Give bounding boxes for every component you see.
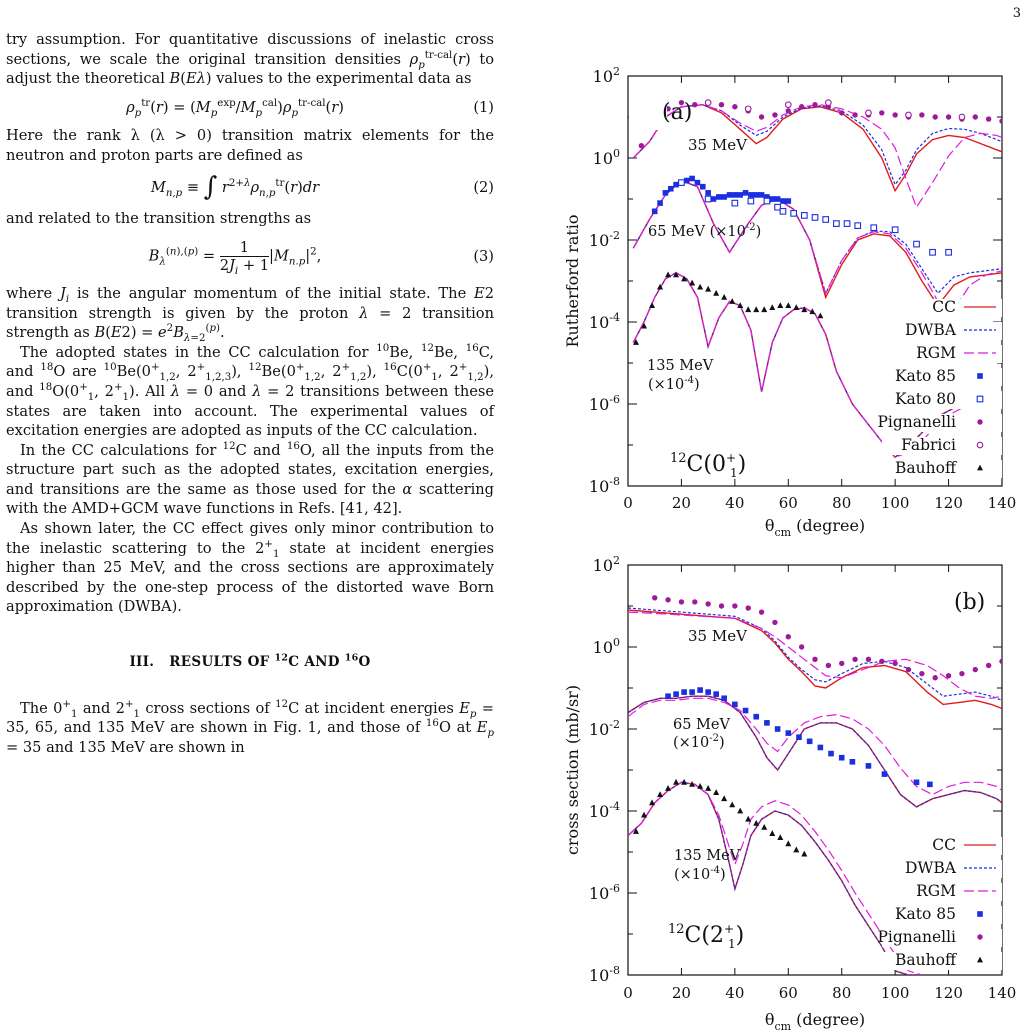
x-tick-label: 40 [725,984,745,1002]
paragraph-2: Here the rank λ (λ > 0) transition matrix elements for the neutron and proton parts are defined as [6,127,494,164]
data-point-pignanelli [946,673,951,678]
y-tick-label: $10^2$ [592,554,620,575]
data-point-fabrici [959,114,965,120]
legend-label: Fabrici [901,436,956,454]
data-point-kato-80 [834,221,840,227]
paragraph-1: try assumption. For quantitative discussions of inelastic cross sections, we scale the original transition densities $\rho_p^{tr-cal}(r)$ to adjust the theoretical B(Eλ) values to the experimental data as [6,31,494,88]
data-point-pignanelli [892,661,897,666]
data-point-bauhoff [769,304,775,310]
data-point-kato-80 [892,227,898,233]
data-point-bauhoff [641,812,647,818]
data-point-pignanelli [772,620,777,625]
data-point-kato-85 [927,782,933,788]
legend-marker [977,911,983,917]
data-point-pignanelli [906,667,911,672]
y-tick-label: $10^{-6}$ [588,393,620,414]
data-point-kato-85 [684,178,690,184]
paragraph-4: where $J_i$ is the angular momentum of the initial state. The E2 transition strength is given by the proton λ = 2 transition strength as $B(E2) = e^2B_{\lambda=2}^{(p)}$. [6,284,494,345]
data-point-bauhoff [785,302,791,308]
state-label: $^{12}$C(0+ 1) [670,451,747,480]
paragraph-8: The $0^+_1$ and $2^+_1$ cross sections of $^{12}$C at incident energies $E_p = 35$, 65, and 135 MeV are shown in Fig. 1, and those of $^{16}$O at $E_p = 35$ and 135 MeV are shown in [6,698,494,756]
data-point-pignanelli [692,599,697,604]
data-point-kato-85 [914,780,920,786]
data-point-pignanelli [852,657,857,662]
data-point-kato-85 [700,184,706,190]
curve-dwba-65-mev [628,696,1002,807]
energy-label: 35 MeV [688,136,747,154]
data-point-fabrici [705,100,711,106]
data-point-kato-85 [721,194,727,200]
data-point-kato-85 [743,190,749,196]
data-point-bauhoff [673,779,679,785]
data-point-kato-85 [737,192,743,198]
y-tick-label: $10^0$ [592,147,620,168]
x-tick-label: 140 [987,494,1017,512]
y-tick-label: $10^{-8}$ [588,964,620,985]
data-point-pignanelli [866,657,871,662]
data-point-pignanelli [919,112,924,117]
data-point-kato-85 [882,771,888,777]
data-point-pignanelli [679,599,684,604]
data-point-bauhoff [721,294,727,300]
data-point-kato-80 [946,250,952,256]
y-tick-label: $10^{-4}$ [588,800,620,821]
legend-label: RGM [916,882,956,900]
page-number: 3 [1012,6,1021,21]
data-point-kato-80 [705,196,711,202]
data-point-bauhoff [697,783,703,789]
x-axis-label: $\theta_{cm}$ (degree) [764,516,866,539]
data-point-bauhoff [705,286,711,292]
energy-label: $(\times 10^{-2})$ [673,733,725,751]
equation-1-number: (1) [473,98,494,116]
curve-cc-65-mev [633,181,1002,306]
legend-marker [977,934,982,939]
data-point-pignanelli [839,110,844,115]
section-heading: III. RESULTS OF $^{12}$C AND $^{16}$O [129,652,371,671]
data-point-bauhoff [745,816,751,822]
chart-panel-b [563,554,1016,1033]
data-point-bauhoff [785,840,791,846]
data-point-pignanelli [786,108,791,113]
data-point-kato-85 [828,751,834,757]
data-point-pignanelli [759,114,764,119]
data-point-pignanelli [772,112,777,117]
data-point-kato-85 [727,192,733,198]
legend-label: Pignanelli [877,413,956,431]
y-axis-label: Rutherford ratio [563,214,582,348]
paragraph-6: In the CC calculations for $^{12}$C and $^{16}$O, all the inputs from the structure part such as the adopted states, excitation energies, and transitions are the same as those used for the α scattering with the AMD+GCM wave functions in Refs. [41, 42]. [6,440,494,518]
chart-panel-a [563,65,1016,539]
data-point-kato-85 [668,186,674,192]
data-point-kato-85 [759,192,765,198]
data-point-pignanelli [919,671,924,676]
data-point-bauhoff [721,795,727,801]
data-point-pignanelli [999,118,1004,123]
curve-rgm-65-mev [633,181,1002,310]
legend-label: DWBA [905,859,956,877]
data-point-kato-85 [652,209,658,215]
data-point-kato-85 [681,689,687,695]
data-point-kato-80 [802,213,808,219]
data-point-bauhoff [761,824,767,830]
x-tick-label: 40 [725,494,745,512]
data-point-kato-85 [663,190,669,196]
data-point-pignanelli [826,663,831,668]
data-point-pignanelli [639,143,644,148]
y-tick-label: $10^{-4}$ [588,311,620,332]
x-tick-label: 80 [832,984,852,1002]
y-axis-label: cross section (mb/sr) [563,684,582,856]
legend-marker [977,419,982,424]
data-point-bauhoff [801,851,807,857]
energy-label: $(\times 10^{-4})$ [648,375,700,393]
data-point-bauhoff [697,284,703,290]
data-point-bauhoff [657,791,663,797]
data-point-fabrici [826,100,832,106]
data-point-pignanelli [652,595,657,600]
x-tick-label: 120 [934,984,963,1002]
data-point-kato-80 [930,250,936,256]
data-point-kato-80 [732,200,738,206]
legend-marker [977,373,983,379]
data-point-kato-85 [807,739,813,745]
legend-marker [977,396,983,402]
x-tick-label: 140 [987,984,1017,1002]
x-tick-label: 80 [832,494,852,512]
paragraph-7: As shown later, the CC effect gives only minor contribution to the inelastic scattering to the $2^+_1$ state at incident energies higher than 25 MeV, and the cross sections are approximately described by the one-step process of the distorted wave Born approximation (DWBA). [6,520,494,616]
data-point-kato-85 [753,192,759,198]
y-tick-label: $10^{-2}$ [588,229,620,250]
data-point-pignanelli [852,112,857,117]
data-point-fabrici [745,106,751,112]
data-point-bauhoff [777,302,783,308]
data-point-kato-80 [764,198,770,204]
data-point-bauhoff [665,271,671,277]
panel-label: (a) [662,100,693,125]
curve-cc-65-mev [628,696,1002,807]
data-point-pignanelli [999,659,1004,664]
data-point-kato-85 [753,714,759,720]
data-point-bauhoff [689,280,695,286]
data-point-pignanelli [732,104,737,109]
data-point-bauhoff [705,785,711,791]
legend-label: Kato 80 [894,390,956,408]
data-point-pignanelli [879,659,884,664]
panel-label: (b) [954,590,986,615]
data-point-kato-80 [775,204,781,210]
data-point-bauhoff [665,785,671,791]
data-point-kato-85 [743,708,749,714]
data-point-kato-85 [780,198,786,204]
data-point-kato-85 [850,759,856,765]
data-point-fabrici [866,110,872,116]
legend-label: CC [932,836,956,854]
data-point-kato-85 [716,194,722,200]
x-axis-label: $\theta_{cm}$ (degree) [764,1010,866,1033]
data-point-pignanelli [986,663,991,668]
equation-3-number: (3) [473,247,494,265]
equation-2: $M_{n,p}$ ≡ ∫ $r^{2+\lambda}\rho_{n,p}^{tr}(r)dr$ (2) [150,171,494,202]
data-point-pignanelli [892,112,897,117]
data-point-kato-80 [871,225,877,231]
y-tick-label: $10^2$ [592,65,620,86]
legend [877,298,1002,478]
text-column [6,30,494,757]
data-point-kato-85 [673,691,679,697]
data-point-kato-85 [657,200,663,206]
data-point-kato-85 [769,196,775,202]
data-point-bauhoff [793,847,799,853]
data-point-bauhoff [649,799,655,805]
data-point-pignanelli [719,603,724,608]
energy-label: 135 MeV [647,358,714,374]
data-point-bauhoff [793,304,799,310]
data-point-kato-85 [689,689,695,695]
data-point-kato-80 [855,223,861,229]
legend-label: Bauhoff [895,459,956,477]
data-point-kato-85 [705,689,711,695]
data-point-kato-85 [748,192,754,198]
equation-3: $B_\lambda^{(n),(p)}$ = $\frac{1}{2J_i + 1}$ $|M_{n.p}|^2$, (3) [148,238,494,277]
data-point-kato-85 [775,726,781,732]
data-point-pignanelli [812,657,817,662]
data-point-bauhoff [713,290,719,296]
data-point-fabrici [785,102,791,108]
data-point-kato-80 [844,221,850,227]
x-tick-label: 100 [880,494,910,512]
x-tick-label: 120 [934,494,963,512]
x-tick-label: 60 [778,494,798,512]
data-point-pignanelli [799,104,804,109]
energy-label: 65 MeV [673,717,730,733]
data-point-kato-80 [679,180,685,186]
data-point-pignanelli [719,102,724,107]
data-point-pignanelli [933,114,938,119]
data-point-kato-85 [711,196,717,202]
energy-label: 35 MeV [688,627,747,645]
data-point-kato-85 [721,695,727,701]
data-point-kato-85 [785,730,791,736]
y-tick-label: $10^{-2}$ [588,718,620,739]
data-point-kato-85 [673,182,679,188]
energy-label: 135 MeV [674,848,741,864]
data-point-kato-85 [732,702,738,708]
data-point-bauhoff [737,808,743,814]
y-tick-label: $10^{-8}$ [588,475,620,496]
data-point-kato-85 [818,745,824,751]
data-point-bauhoff [769,830,775,836]
data-point-bauhoff [753,306,759,312]
data-point-kato-85 [665,693,671,699]
energy-label: 65 MeV $(\times 10^{-2})$ [648,222,762,240]
x-tick-label: 20 [671,984,691,1002]
data-point-kato-85 [764,720,770,726]
equation-1: $\rho_p^{tr}(r) = (M_p^{exp}/M_p^{cal})\rho_p^{tr-cal}(r)$ (1) [126,97,494,119]
y-tick-label: $10^{-6}$ [588,882,620,903]
data-point-bauhoff [713,789,719,795]
data-point-pignanelli [973,667,978,672]
data-point-kato-85 [785,198,791,204]
legend-label: Kato 85 [894,367,956,385]
data-point-kato-80 [823,217,829,223]
paragraph-5: The adopted states in the CC calculation for $^{10}$Be, $^{12}$Be, $^{16}$C, and $^{18}$O are $^{10}Be(0^+_{1,2}$, $2^+_{1,2,3}$), $^{12}Be(0^+_{1,2}$, $2^+_{1,2}$), $^{16}C(0^+_1$, $2^+_{1,2}$), and $^{18}O(0^+_1$, $2^+_1$). All λ = 0 and λ = 2 transitions between these states are taken into account. The experimental values of excitation energies are adopted as inputs of the CC calculation. [6,342,495,440]
legend-label: DWBA [905,321,956,339]
legend-label: Kato 85 [894,905,956,923]
data-point-kato-85 [775,196,781,202]
data-point-kato-80 [914,241,920,247]
data-point-bauhoff [753,820,759,826]
x-tick-label: 60 [778,984,798,1002]
data-point-bauhoff [649,302,655,308]
data-point-pignanelli [986,116,991,121]
data-point-kato-85 [866,763,872,769]
paragraph-3: and related to the transition strengths as [6,210,312,228]
figure-1 [560,0,1029,1033]
data-point-kato-85 [796,734,802,740]
legend-label: RGM [916,344,956,362]
data-point-kato-85 [697,687,703,693]
legend-marker [977,442,983,448]
data-point-pignanelli [786,634,791,639]
data-point-pignanelli [665,597,670,602]
data-point-pignanelli [933,675,938,680]
data-point-bauhoff [761,306,767,312]
data-point-kato-80 [791,211,797,217]
energy-label: $(\times 10^{-4})$ [674,865,726,883]
data-point-pignanelli [973,114,978,119]
x-tick-label: 0 [623,494,633,512]
data-point-kato-85 [689,176,695,182]
data-point-pignanelli [959,671,964,676]
data-point-bauhoff [817,312,823,318]
data-point-fabrici [906,112,912,118]
data-point-kato-85 [713,691,719,697]
data-point-pignanelli [799,644,804,649]
data-point-pignanelli [879,110,884,115]
legend [877,836,1002,970]
data-point-kato-80 [812,215,818,221]
data-point-kato-85 [695,180,701,186]
data-point-kato-85 [732,192,738,198]
x-tick-label: 100 [880,984,910,1002]
x-tick-label: 0 [623,984,633,1002]
data-point-kato-85 [705,190,711,196]
data-point-kato-85 [839,755,845,761]
data-point-kato-80 [780,209,786,215]
data-point-pignanelli [812,102,817,107]
y-tick-label: $10^0$ [592,636,620,657]
legend-label: CC [932,298,956,316]
state-label: $^{12}$C(2+ 1) [668,922,745,951]
data-point-kato-80 [748,198,754,204]
equation-2-number: (2) [473,178,494,196]
data-point-pignanelli [705,601,710,606]
data-point-pignanelli [692,102,697,107]
data-point-bauhoff [745,306,751,312]
data-point-pignanelli [746,605,751,610]
legend-label: Bauhoff [895,951,956,969]
x-tick-label: 20 [671,494,691,512]
data-point-pignanelli [759,609,764,614]
data-point-pignanelli [946,114,951,119]
data-point-bauhoff [777,834,783,840]
data-point-bauhoff [729,801,735,807]
data-point-pignanelli [732,603,737,608]
curve-dwba-135-mev [628,782,922,975]
data-point-pignanelli [839,661,844,666]
legend-label: Pignanelli [877,928,956,946]
